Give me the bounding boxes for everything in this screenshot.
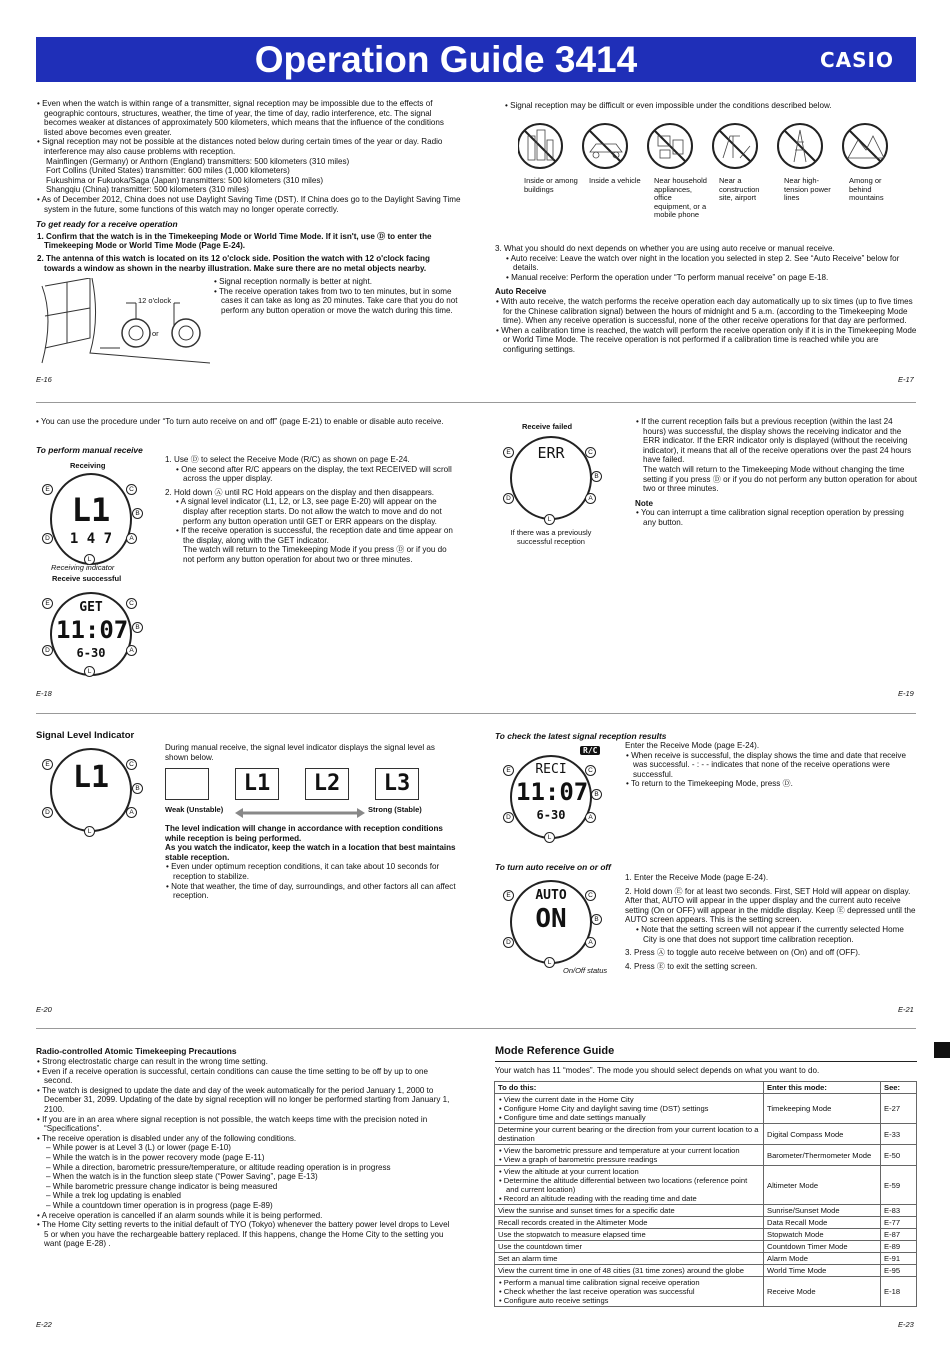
- row-mode: Sunrise/Sunset Mode: [764, 1205, 881, 1217]
- e17-auto-1: • With auto receive, the watch performs the receive operation each day automatically up to six times (up to five times for the Chinese calibration signal) between the hours of midnight and 5 a.m. (according to the Timekeeping Mode time). When any receive operation is successful, none of the other receive operations for that day are performed.: [496, 296, 913, 326]
- e23-intro: Your watch has 11 “modes”. The mode you should select depends on what you want to do.: [495, 1066, 820, 1075]
- button-d-6: D: [503, 937, 514, 948]
- signal-arrow: [235, 805, 365, 815]
- button-l-3: L: [544, 514, 555, 525]
- row-page: E-89: [881, 1241, 917, 1253]
- e18-step-2: 2. Hold down Ⓐ until RC Hold appears on the display and then disappears.: [165, 487, 435, 497]
- row-description-line: • View the altitude at your current location: [499, 1167, 639, 1176]
- button-c-2: C: [126, 598, 137, 609]
- signal-level-l3: L3: [375, 768, 419, 800]
- row-description: [495, 1166, 764, 1205]
- e20-heading: Signal Level Indicator: [36, 730, 135, 741]
- label-onoff-status: On/Off status: [563, 966, 608, 975]
- row-mode: Stopwatch Mode: [764, 1229, 881, 1241]
- table-row: [495, 1241, 917, 1253]
- button-e-6: E: [503, 890, 514, 901]
- row-description-line: • Determine the altitude differential between two locations (reference point and current location): [499, 1176, 748, 1194]
- button-b-6: B: [591, 914, 602, 925]
- e18-steps: [165, 455, 460, 565]
- e18-step-2a: • A signal level indicator (L1, L2, or L3, see page E-20) will appear on the display after reception starts. Do not allow the watch to move and do not perform any button operation until GET or ERR appears on the display.: [176, 497, 442, 526]
- row-mode: Receive Mode: [764, 1277, 881, 1307]
- e16-heading: To get ready for a receive operation: [36, 219, 178, 230]
- button-a-4: A: [126, 807, 137, 818]
- page-number-e17: E-17: [898, 375, 914, 384]
- row-mode: Data Recall Mode: [764, 1217, 881, 1229]
- e16-step-2: 2. The antenna of this watch is located on its 12 o'clock side. Position the watch with 12 o'clock facing towards a window as shown in the nearby illustration. Make sure there are no metal objects nearby.: [37, 253, 430, 273]
- button-b: B: [132, 508, 143, 519]
- e20-text: [165, 824, 457, 901]
- lcd-reci: RECI: [535, 762, 567, 777]
- button-d: D: [42, 533, 53, 544]
- lcd-result-date: 6-30: [536, 808, 566, 822]
- e21-check-1: Enter the Receive Mode (page E-24).: [625, 741, 760, 750]
- e21-step-2a: • Note that the setting screen will not appear if the currently selected Home City is one that does not support time calibration reception.: [636, 924, 904, 944]
- e22-item: – While power is at Level 3 (L) or lower (page E-10): [46, 1143, 231, 1153]
- page-number-e23: E-23: [898, 1320, 914, 1329]
- e17-intro: • Signal reception may be difficult or even impossible under the conditions described below.: [505, 101, 832, 110]
- row-page: E-87: [881, 1229, 917, 1241]
- signal-level-l2: L2: [305, 768, 349, 800]
- e16-transmitter-2: Fort Collins (United States) transmitter: 600 miles (1,000 kilometers): [46, 166, 290, 176]
- table-row: [495, 1205, 917, 1217]
- e19-para-1: • If the current reception fails but a previous reception (within the last 24 hours) was successful, the display shows the receiving indicator and the ERR indicator. If the ERR indicator only is displayed (without the receiving indicator), it means that all of the receive operations over the past 24 hours have failed.: [636, 417, 912, 465]
- watch-receive-failed: [510, 436, 592, 520]
- watch-auto-receive: [510, 880, 592, 964]
- label-receiving: Receiving: [70, 461, 106, 470]
- window-illustration: [40, 278, 210, 368]
- e19-text: [635, 417, 917, 528]
- lcd-receive-status: 1 4 7: [69, 531, 113, 547]
- button-b-4: B: [132, 783, 143, 794]
- table-row: [495, 1145, 917, 1166]
- button-d-5: D: [503, 812, 514, 823]
- label-receiving-indicator: Receiving indicator: [51, 563, 115, 572]
- e16-bullet-2: • Signal reception may not be possible at the distances noted below during certain times of the year or day. Radio interference may also cause problems with reception.: [37, 137, 443, 156]
- e21-check-text: [625, 741, 917, 789]
- condition-icons: [518, 122, 918, 174]
- lcd-on: ON: [535, 904, 567, 934]
- condition-4: Near a construction site, airport: [719, 176, 760, 202]
- row-description-line: Determine your current bearing or the direction from your current location to a destination: [498, 1125, 759, 1143]
- e22-item: • A receive operation is cancelled if an alarm sounds while it is being performed.: [37, 1210, 323, 1220]
- e22-item: – While the watch is in the power recovery mode (page E-11): [46, 1152, 265, 1162]
- e16-step-1: 1. Confirm that the watch is in the Timekeeping Mode or World Time Mode. If it isn't, use Ⓓ to enter the Timekeeping Mode or World Time Mode (Page E-24).: [37, 231, 432, 251]
- lcd-date: 6-30: [76, 646, 106, 660]
- e20-para-2: As you watch the indicator, keep the watch in a location that best maintains stable reception.: [165, 843, 456, 862]
- button-a: A: [126, 533, 137, 544]
- button-a-6: A: [585, 937, 596, 948]
- row-description-line: • Perform a manual time calibration signal receive operation: [499, 1278, 700, 1287]
- e17-auto-2: • When a calibration time is reached, the watch will perform the receive operation only if it is in the Timekeeping Mode or World Time Mode. The receive operation is not performed if a calibration time is reached while you are configuring settings.: [496, 325, 917, 354]
- row-description: [495, 1145, 764, 1166]
- row-page: E-50: [881, 1145, 917, 1166]
- e16-text: [36, 99, 461, 273]
- row-mode: World Time Mode: [764, 1265, 881, 1277]
- e22-item: • Even if a receive operation is successful, certain conditions can cause the time setting to be off by up to one second.: [37, 1066, 428, 1086]
- row-page: E-18: [881, 1277, 917, 1307]
- button-d-3: D: [503, 493, 514, 504]
- button-a-5: A: [585, 812, 596, 823]
- col-see: See:: [881, 1082, 917, 1094]
- lcd-time: 11:07: [56, 616, 129, 644]
- row-description: [495, 1217, 764, 1229]
- e22-item: • The receive operation is disabled under any of the following conditions.: [37, 1133, 297, 1143]
- button-l-4: L: [84, 826, 95, 837]
- e16-note-1: • Signal reception normally is better at night.: [214, 277, 373, 286]
- e18-step-2b: • If the receive operation is successful, the reception date and time appear on the display, along with the GET indicator.: [176, 526, 453, 545]
- e17-step-3a: • Auto receive: Leave the watch over night in the location you selected in step 2. See “Auto Receive” below for details.: [506, 253, 900, 273]
- table-row: [495, 1124, 917, 1145]
- e22-item: • Strong electrostatic charge can result in the wrong time setting.: [37, 1057, 268, 1066]
- mode-table: [494, 1081, 917, 1307]
- e23-heading: Mode Reference Guide: [495, 1045, 615, 1057]
- e20-para-1: The level indication will change in accordance with reception conditions while reception is being performed.: [165, 824, 443, 843]
- row-page: E-33: [881, 1124, 917, 1145]
- e18-step-1a: • One second after R/C appears on the display, the text RECEIVED will scroll across the upper display.: [176, 464, 452, 484]
- row-description-line: • View a graph of barometric pressure readings: [499, 1155, 658, 1164]
- e19-para-2: The watch will return to the Timekeeping Mode without changing the time setting if you press Ⓓ or if you do not perform any button operation for about two or three minutes.: [643, 464, 917, 494]
- row-mode: Countdown Timer Mode: [764, 1241, 881, 1253]
- e17-auto-heading: Auto Receive: [495, 287, 547, 297]
- e22-item: – While a trek log updating is enabled: [46, 1191, 181, 1201]
- label-receive-failed: Receive failed: [522, 422, 573, 431]
- row-description-line: Use the stopwatch to measure elapsed time: [498, 1230, 646, 1239]
- table-row: [495, 1094, 917, 1124]
- table-row: [495, 1265, 917, 1277]
- e16-dst: • As of December 2012, China does not use Daylight Saving Time (DST). If China does go to the Daylight Saving Time system in the future, some functions of this watch may no longer operate correctly.: [37, 194, 461, 214]
- row-mode: Timekeeping Mode: [764, 1094, 881, 1124]
- page-number-e20: E-20: [36, 1005, 52, 1014]
- watch-signal-level: [50, 748, 132, 832]
- table-row: [495, 1253, 917, 1265]
- divider-3: [36, 1028, 916, 1029]
- row-page: E-83: [881, 1205, 917, 1217]
- e22-item: – While a countdown timer operation is in progress (page E-89): [46, 1200, 273, 1210]
- condition-3: Near household appliances, office equipment, or a mobile phone: [654, 176, 707, 219]
- mode-table-header: [495, 1082, 917, 1094]
- e19-caption: If there was a previously successful reception: [510, 528, 592, 546]
- e23-heading-rule: [495, 1061, 917, 1062]
- row-description-line: Use the countdown timer: [498, 1242, 582, 1251]
- table-row: [495, 1217, 917, 1229]
- button-c-3: C: [585, 447, 596, 458]
- e22-heading: Radio-controlled Atomic Timekeeping Precautions: [36, 1046, 237, 1056]
- row-description: [495, 1265, 764, 1277]
- page-number-e16: E-16: [36, 375, 52, 384]
- watch-receiving: [50, 473, 132, 565]
- row-description: [495, 1241, 764, 1253]
- e22-item: – While barometric pressure change indicator is being measured: [46, 1181, 278, 1191]
- e21-auto-steps: [625, 873, 917, 971]
- button-e-2: E: [42, 598, 53, 609]
- row-description-line: • Record an altitude reading with the reading time and date: [499, 1194, 697, 1203]
- page-header: [36, 37, 916, 82]
- e19-note-heading: Note: [635, 498, 653, 508]
- row-mode: Barometer/Thermometer Mode: [764, 1145, 881, 1166]
- lcd-get: GET: [79, 600, 103, 615]
- signal-level-none: [165, 768, 209, 800]
- button-d-4: D: [42, 807, 53, 818]
- row-description: [495, 1094, 764, 1124]
- button-c-4: C: [126, 759, 137, 770]
- e18-step-1: 1. Use Ⓓ to select the Receive Mode (R/C) as shown on page E-24.: [165, 455, 410, 464]
- row-description: [495, 1253, 764, 1265]
- e16-transmitter-4: Shangqiu (China) transmitter: 500 kilometers (310 miles): [46, 185, 249, 195]
- table-row: [495, 1277, 917, 1307]
- row-mode: Digital Compass Mode: [764, 1124, 881, 1145]
- label-12-oclock: 12 o'clock: [138, 296, 172, 305]
- button-a-2: A: [126, 645, 137, 656]
- row-page: E-95: [881, 1265, 917, 1277]
- label-weak: Weak (Unstable): [165, 805, 224, 814]
- e22-item: • The watch is designed to update the date and day of the week automatically for the period January 1, 2000 to December 31, 2099. Updating of the date by signal reception will no longer be performed starting from January 1, 2100.: [37, 1085, 450, 1114]
- e19-note: • You can interrupt a time calibration signal reception operation by pressing any button.: [636, 508, 904, 527]
- e17-text: [495, 244, 917, 355]
- e16-transmitter-1: Mainflingen (Germany) or Anthorn (England) transmitters: 500 kilometers (310 miles): [46, 156, 350, 166]
- e21-step-3: 3. Press Ⓐ to toggle auto receive between on (On) and off (OFF).: [625, 948, 861, 958]
- row-description-line: View the current time in one of 48 cities (31 time zones) around the globe: [498, 1266, 744, 1275]
- button-b-2: B: [132, 622, 143, 633]
- row-page: E-59: [881, 1166, 917, 1205]
- row-description-line: • View the current date in the Home City: [499, 1095, 634, 1104]
- casio-logo: CASIO: [819, 48, 894, 72]
- col-mode: Enter this mode:: [764, 1082, 881, 1094]
- row-description: [495, 1229, 764, 1241]
- e21-step-2: 2. Hold down Ⓔ for at least two seconds. First, SET Hold will appear on display. After that, AUTO will appear in the upper display and the current auto receive setting (On or OFF) will appear in the middle display. Keep Ⓔ depressed until the AUTO screen appears. This is the setting screen.: [625, 886, 916, 925]
- e22-item: • If you are in an area where signal reception is not possible, the watch keeps time with the precision noted in “Specifications”.: [37, 1114, 428, 1134]
- e17-step-3b: • Manual receive: Perform the operation under “To perform manual receive” on page E-18.: [506, 272, 829, 282]
- button-b-5: B: [591, 789, 602, 800]
- row-description-line: • Configure auto receive settings: [499, 1296, 609, 1305]
- row-description: [495, 1277, 764, 1307]
- table-row: [495, 1166, 917, 1205]
- divider-2: [36, 713, 916, 714]
- e16-note-2: • The receive operation takes from two to ten minutes, but in some cases it can take as long as 20 minutes. Take care that you do not perform any button operation or move the watch during this time.: [214, 286, 458, 315]
- button-b-3: B: [591, 471, 602, 482]
- button-l-2: L: [84, 666, 95, 677]
- condition-6: Among or behind mountains: [849, 176, 884, 202]
- divider-1: [36, 402, 916, 403]
- watch-receive-successful: [50, 592, 132, 676]
- e20-bullet-2: • Note that weather, the time of day, surroundings, and other factors all can affect reception.: [166, 881, 456, 901]
- e22-item: • The Home City setting reverts to the initial default of TYO (Tokyo) whenever the battery power level drops to Level 5 or when you have the rechargeable battery replaced. If this happens, change the Home City to the setting you want (page E-28) .: [37, 1220, 450, 1249]
- signal-level-l1: L1: [235, 768, 279, 800]
- e18-intro: • You can use the procedure under “To turn auto receive on and off” (page E-21) to enable or disable auto receive.: [36, 417, 444, 426]
- rc-label: R/C: [580, 746, 600, 755]
- condition-2: Inside a vehicle: [589, 176, 641, 185]
- button-l-6: L: [544, 957, 555, 968]
- row-mode: Altimeter Mode: [764, 1166, 881, 1205]
- prohibition-icons: [518, 122, 918, 174]
- button-e-3: E: [503, 447, 514, 458]
- row-page: E-91: [881, 1253, 917, 1265]
- page-title: Operation Guide 3414: [254, 39, 638, 80]
- lcd-result-time: 11:07: [516, 778, 589, 806]
- table-row: [495, 1229, 917, 1241]
- row-page: E-77: [881, 1217, 917, 1229]
- button-l-5: L: [544, 832, 555, 843]
- button-e: E: [42, 484, 53, 495]
- e21-step-1: 1. Enter the Receive Mode (page E-24).: [625, 873, 769, 882]
- lcd-err: ERR: [537, 444, 565, 462]
- page-number-e21: E-21: [898, 1005, 914, 1014]
- e16-notes: [213, 277, 463, 315]
- page-number-e18: E-18: [36, 689, 52, 698]
- e22-list: [36, 1057, 456, 1249]
- page-number-e19: E-19: [898, 689, 914, 698]
- e21-check-2: • When receive is successful, the display shows the time and date that receive was successful. - : - - indicates that none of the receive operations were successful.: [626, 750, 906, 779]
- e21-step-4: 4. Press Ⓔ to exit the setting screen.: [625, 961, 758, 971]
- row-page: E-27: [881, 1094, 917, 1124]
- button-c-6: C: [585, 890, 596, 901]
- row-description-line: View the sunrise and sunset times for a specific date: [498, 1206, 675, 1215]
- e16-transmitter-3: Fukushima or Fukuoka/Saga (Japan) transmitters: 500 kilometers (310 miles): [46, 175, 324, 185]
- button-c-5: C: [585, 765, 596, 776]
- row-description: [495, 1205, 764, 1217]
- e21-heading-auto: To turn auto receive on or off: [495, 862, 611, 872]
- label-strong: Strong (Stable): [368, 805, 422, 814]
- lcd-auto: AUTO: [535, 888, 567, 903]
- button-e-4: E: [42, 759, 53, 770]
- button-l: L: [84, 554, 95, 565]
- button-a-3: A: [585, 493, 596, 504]
- button-e-5: E: [503, 765, 514, 776]
- e22-item: – While a direction, barometric pressure/temperature, or altitude reading operation is in progress: [46, 1162, 391, 1172]
- e21-check-3: • To return to the Timekeeping Mode, press Ⓓ.: [626, 779, 793, 789]
- e16-bullet-1: • Even when the watch is within range of a transmitter, signal reception may be impossible due to the effects of geographic contours, structures, weather, the time of year, the time of day, radio interference, etc. The signal becomes weaker at distances of approximately 500 kilometers, which means that the influence of the conditions listed above becomes even greater.: [37, 99, 444, 137]
- col-to-do: To do this:: [495, 1082, 764, 1094]
- e17-step-3: 3. What you should do next depends on whether you are using auto receive or manual receive.: [495, 244, 835, 253]
- row-description: [495, 1124, 764, 1145]
- e18-heading: To perform manual receive: [36, 445, 143, 455]
- button-c: C: [126, 484, 137, 495]
- row-description-line: Recall records created in the Altimeter Mode: [498, 1218, 648, 1227]
- mode-table-container: [494, 1081, 917, 1307]
- row-description-line: • Check whether the last receive operation was successful: [499, 1287, 695, 1296]
- e18-step-2c: The watch will return to the Timekeeping Mode if you press Ⓓ or if you do not perform any button operation for about two or three minutes.: [183, 545, 447, 564]
- page-number-e22: E-22: [36, 1320, 52, 1329]
- label-or: or: [152, 329, 159, 338]
- label-receive-successful: Receive successful: [52, 574, 122, 583]
- lcd-signal-l1: L1: [72, 760, 110, 795]
- e20-bullet-1: • Even under optimum reception conditions, it can take about 10 seconds for reception to stabilize.: [166, 862, 440, 881]
- e20-intro: During manual receive, the signal level indicator displays the signal level as shown below.: [165, 743, 435, 762]
- lcd-signal-level: L1: [71, 491, 111, 529]
- row-description-line: • Configure Home City and daylight saving time (DST) settings: [499, 1104, 709, 1113]
- condition-1: Inside or among buildings: [524, 176, 578, 194]
- row-mode: Alarm Mode: [764, 1253, 881, 1265]
- watch-reception-results: [510, 755, 592, 839]
- e21-heading-check: To check the latest signal reception results: [495, 731, 667, 741]
- row-description-line: Set an alarm time: [498, 1254, 558, 1263]
- row-description-line: • Configure time and date settings manually: [499, 1113, 646, 1122]
- button-d-2: D: [42, 645, 53, 656]
- section-tab-marker: [934, 1042, 950, 1058]
- e22-item: – When the watch is in the function sleep state (“Power Saving”, page E-13): [46, 1172, 318, 1182]
- row-description-line: • View the barometric pressure and temperature at your current location: [499, 1146, 740, 1155]
- condition-5: Near high-tension power lines: [784, 176, 831, 202]
